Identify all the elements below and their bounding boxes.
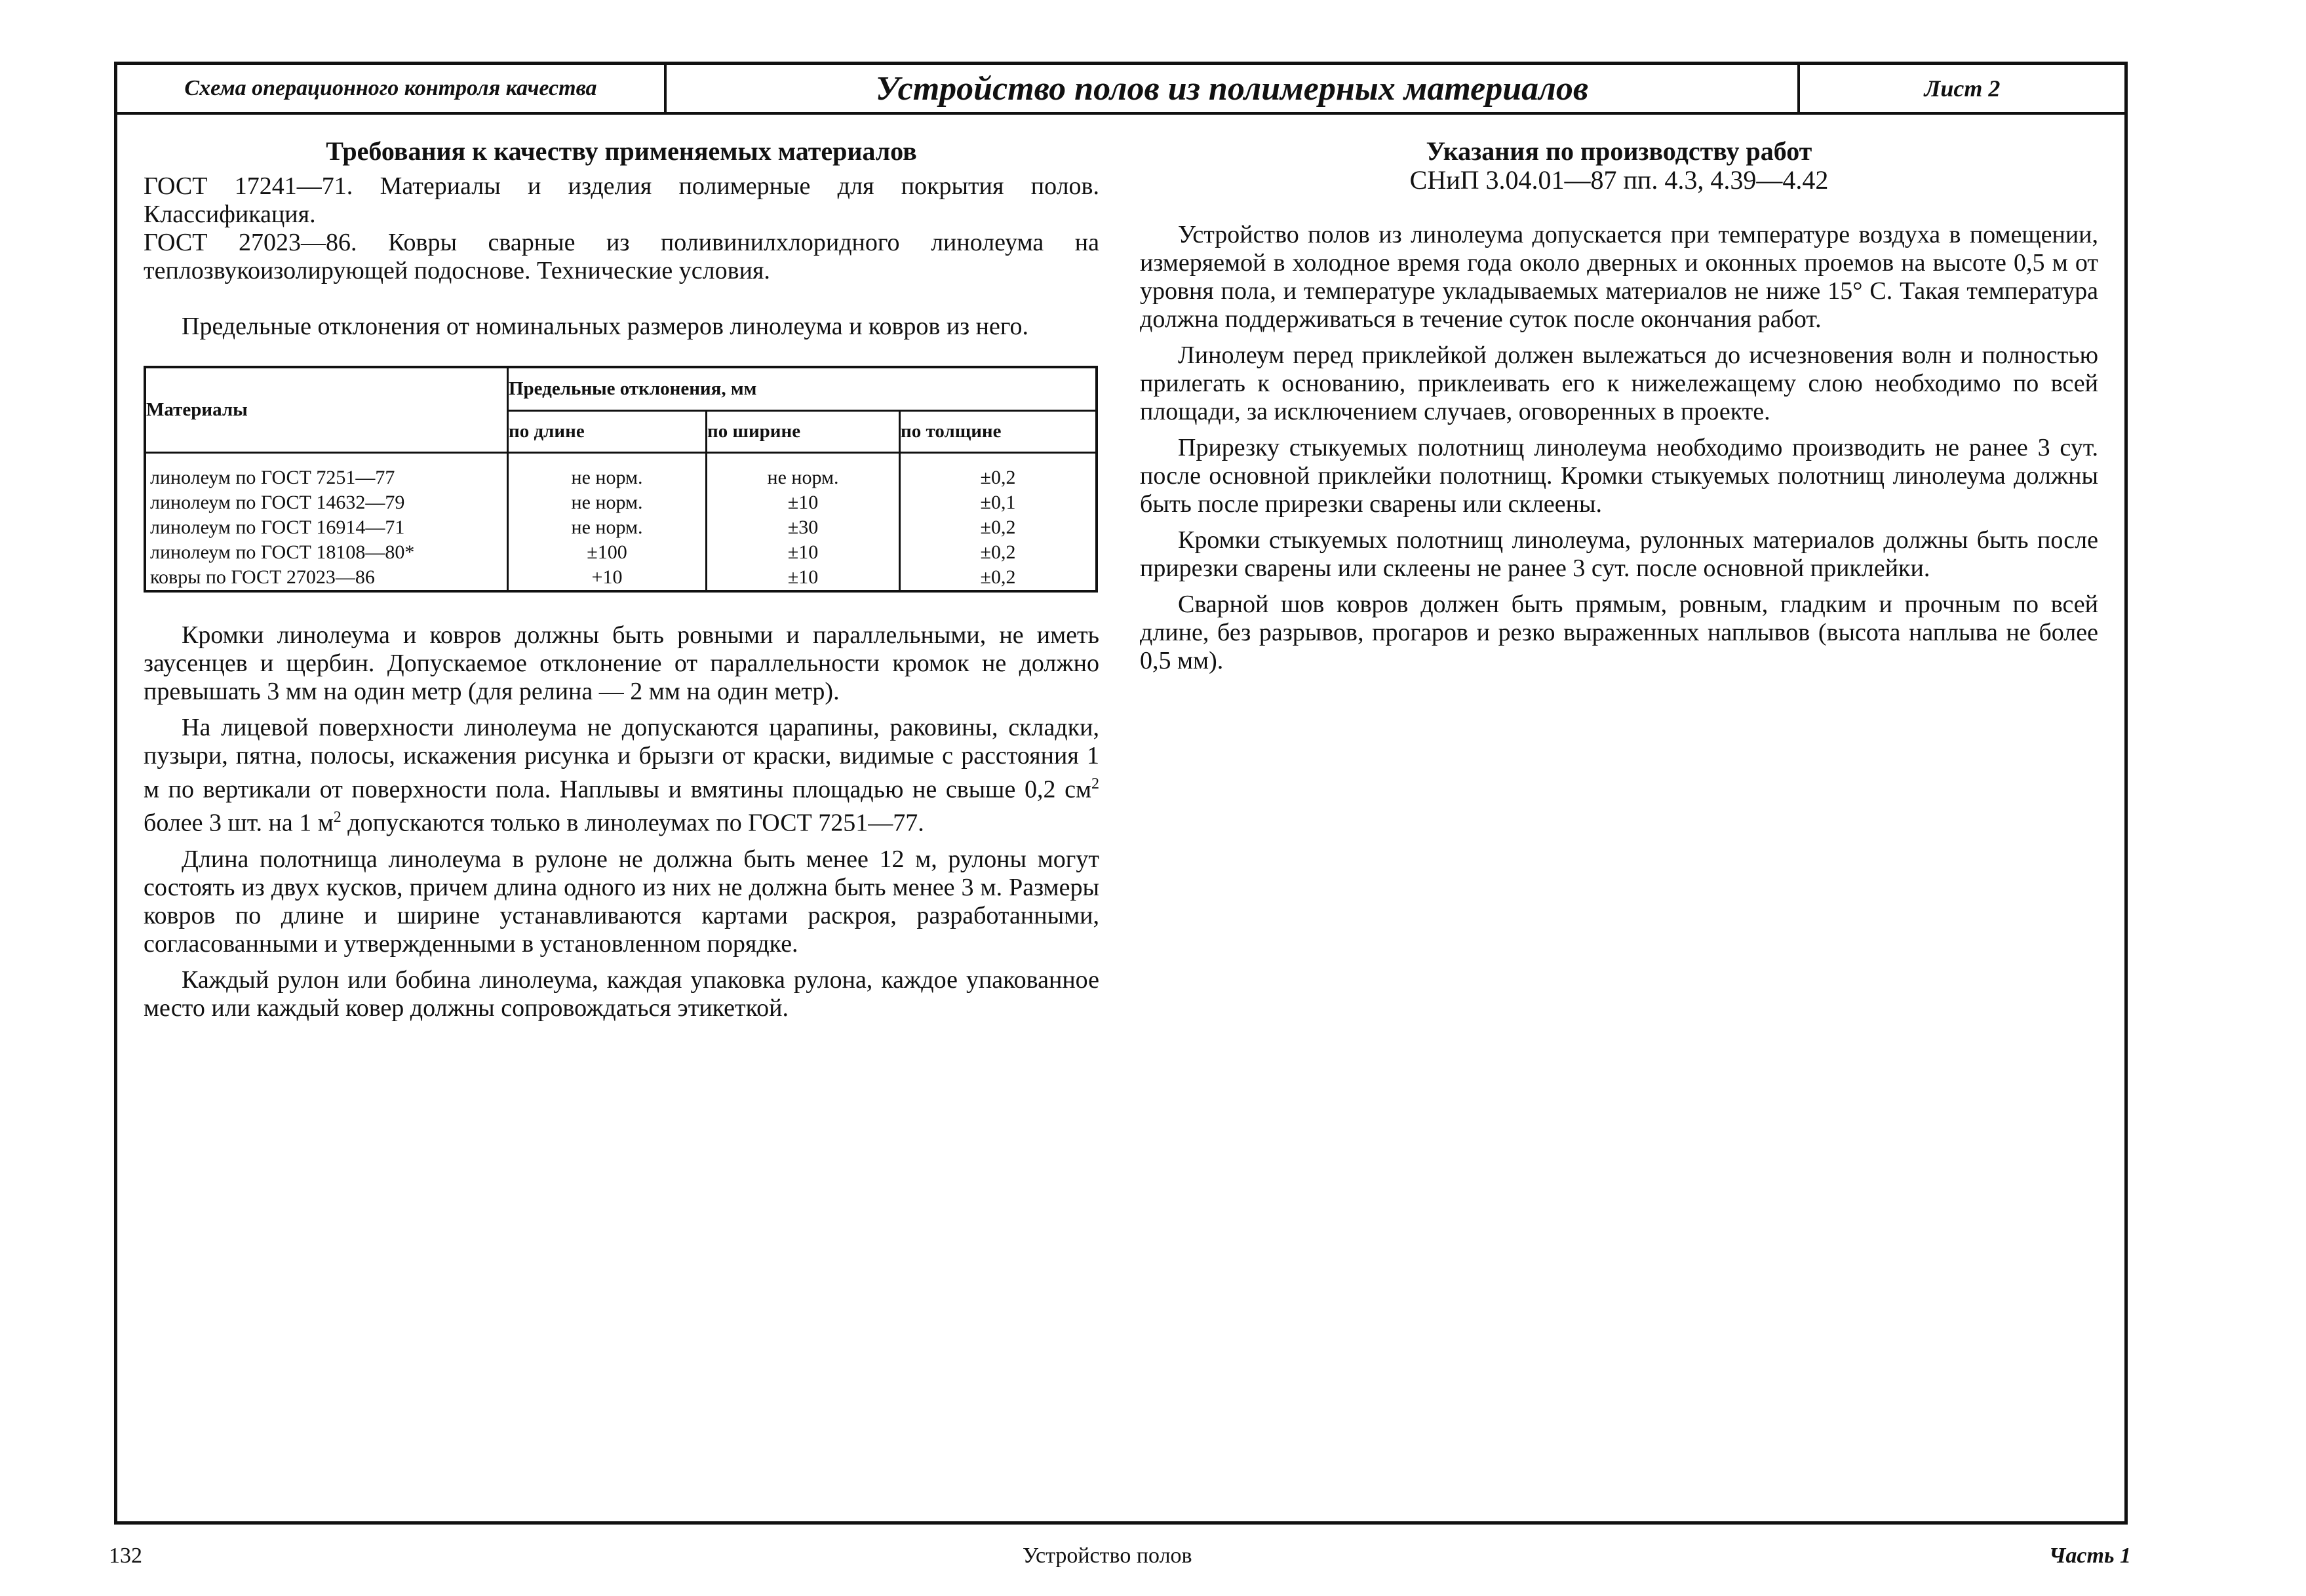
table-header-length: по длине xyxy=(508,410,707,452)
gost-17241-paragraph: ГОСТ 17241—71. Материалы и изделия полимерные для покрытия полов. Классификация. xyxy=(144,172,1099,228)
snip-reference: СНиП 3.04.01—87 пп. 4.3, 4.39—4.42 xyxy=(1409,165,1829,195)
superscript-cm2: 2 xyxy=(1091,775,1099,792)
right-column xyxy=(1140,137,2098,675)
surface-defects-paragraph xyxy=(144,714,1099,838)
table-row xyxy=(145,565,1097,591)
table-row xyxy=(145,465,1097,490)
superscript-m2: 2 xyxy=(333,809,342,827)
materials-requirements-title: Требования к качеству применяемых материалов xyxy=(326,136,917,166)
table-cell-length: не норм. xyxy=(508,465,707,490)
header-scheme-label: Схема операционного контроля качества xyxy=(117,65,667,112)
work-instructions-title: Указания по производству работ xyxy=(1426,136,1812,166)
gost-27023-paragraph: ГОСТ 27023—86. Ковры сварные из поливинилхлоридного линолеума на теплозвукоизолирующей подоснове. Технические условия. xyxy=(144,229,1099,284)
table-cell-thickness: ±0,2 xyxy=(980,541,1016,563)
deviations-table xyxy=(144,366,1098,593)
surface-defects-text-c: допускаются только в линолеумах по ГОСТ 7251—77. xyxy=(341,809,924,837)
surface-defects-text-b: более 3 шт. на 1 м xyxy=(144,809,334,837)
edges-paragraph: Кромки линолеума и ковров должны быть ровными и параллельными, не иметь заусенцев и щербин. Допускаемое отклонение от параллельности кромок не должно превышать 3 мм на один метр (для релина — 2 мм на один метр). xyxy=(144,621,1099,705)
table-header-deviations: Предельные отклонения, мм xyxy=(508,367,1097,410)
header-sheet-number: Лист 2 xyxy=(1924,75,2001,102)
table-cell-width: ±10 xyxy=(707,540,900,565)
weld-seam-paragraph: Сварной шов ковров должен быть прямым, ровным, гладким и прочным по всей длине, без разрывов, прогаров и резко выраженных наплывов (высота наплыва не более 0,5 мм). xyxy=(1140,591,2098,674)
table-cell-width: ±10 xyxy=(707,490,900,515)
table-cell-length: +10 xyxy=(508,565,707,591)
joined-edges-paragraph: Кромки стыкуемых полотнищ линолеума, рулонных материалов должны быть после прирезки сварены или склеены не ранее 3 сут. после основной приклейки. xyxy=(1140,526,2098,582)
table-cell-width: ±10 xyxy=(707,565,900,591)
table-header-thickness: по толщине xyxy=(900,410,1097,452)
page-frame xyxy=(114,62,2128,1525)
temperature-paragraph: Устройство полов из линолеума допускается при температуре воздуха в помещении, измеряемой в холодное время года около дверных и оконных проемов на высоте 0,5 м от уровня пола, и температуре укладываемых материалов не ниже 15° С. Такая температура должна поддерживаться в течение суток после окончания работ. xyxy=(1140,221,2098,333)
table-row xyxy=(145,515,1097,540)
table-header-materials: Материалы xyxy=(145,367,508,452)
left-column xyxy=(144,137,1099,1022)
table-cell-width: ±30 xyxy=(707,515,900,540)
table-row xyxy=(145,540,1097,565)
table-cell-length: ±100 xyxy=(508,540,707,565)
table-cell-width: не норм. xyxy=(707,465,900,490)
surface-defects-text-a: На лицевой поверхности линолеума не допускаются царапины, раковины, складки, пузыри, пятна, полосы, искажения рисунка и брызги от краски, видимые с расстояния 1 м по вертикали от поверхности пола. Наплывы и вмятины площадью не свыше 0,2 см xyxy=(144,713,1099,804)
page-number: 132 xyxy=(109,1544,142,1568)
table-cell-thickness: ±0,1 xyxy=(980,491,1016,513)
table-cell-material: линолеум по ГОСТ 16914—71 xyxy=(145,515,508,540)
table-cell-material: линолеум по ГОСТ 18108—80* xyxy=(145,540,508,565)
table-row xyxy=(145,490,1097,515)
table-header-width: по ширине xyxy=(707,410,900,452)
trimming-paragraph: Прирезку стыкуемых полотнищ линолеума необходимо производить не ранее 3 сут. после основной приклейки полотнищ. Кромки стыкуемых полотнищ линолеума должны быть после прирезки сварены или склеены. xyxy=(1140,434,2098,518)
table-cell-thickness: ±0,2 xyxy=(980,466,1016,488)
labeling-paragraph: Каждый рулон или бобина линолеума, каждая упаковка рулона, каждое упакованное место или каждый ковер должны сопровождаться этикеткой. xyxy=(144,965,1099,1022)
roll-length-paragraph: Длина полотнища линолеума в рулоне не должна быть менее 12 м, рулоны могут состоять из двух кусков, причем длина одного из них не должна быть менее 3 м. Размеры ковров по длине и ширине устанавливаются картами раскроя, разработанными, согласованными и утвержденными в установленном порядке. xyxy=(144,845,1099,958)
table-cell-material: линолеум по ГОСТ 7251—77 xyxy=(145,465,508,490)
table-cell-material: ковры по ГОСТ 27023—86 xyxy=(145,565,508,591)
table-cell-length: не норм. xyxy=(508,490,707,515)
table-cell-thickness: ±0,2 xyxy=(980,566,1016,588)
footer-part-label: Часть 1 xyxy=(2049,1544,2132,1568)
table-cell-material: линолеум по ГОСТ 14632—79 xyxy=(145,490,508,515)
gluing-paragraph: Линолеум перед приклейкой должен вылежаться до исчезновения волн и полностью прилегать к основанию, приклеивать его к нижележащему слою необходимо по всей площади, за исключением случаев, оговоренных в проекте. xyxy=(1140,341,2098,425)
table-cell-length: не норм. xyxy=(508,515,707,540)
header-title: Устройство полов из полимерных материалов xyxy=(667,65,1800,112)
header-row xyxy=(117,65,2124,115)
table-cell-thickness: ±0,2 xyxy=(980,516,1016,538)
footer-section-title: Устройство полов xyxy=(1023,1544,1192,1568)
table-intro-paragraph: Предельные отклонения от номинальных размеров линолеума и ковров из него. xyxy=(182,313,1029,340)
